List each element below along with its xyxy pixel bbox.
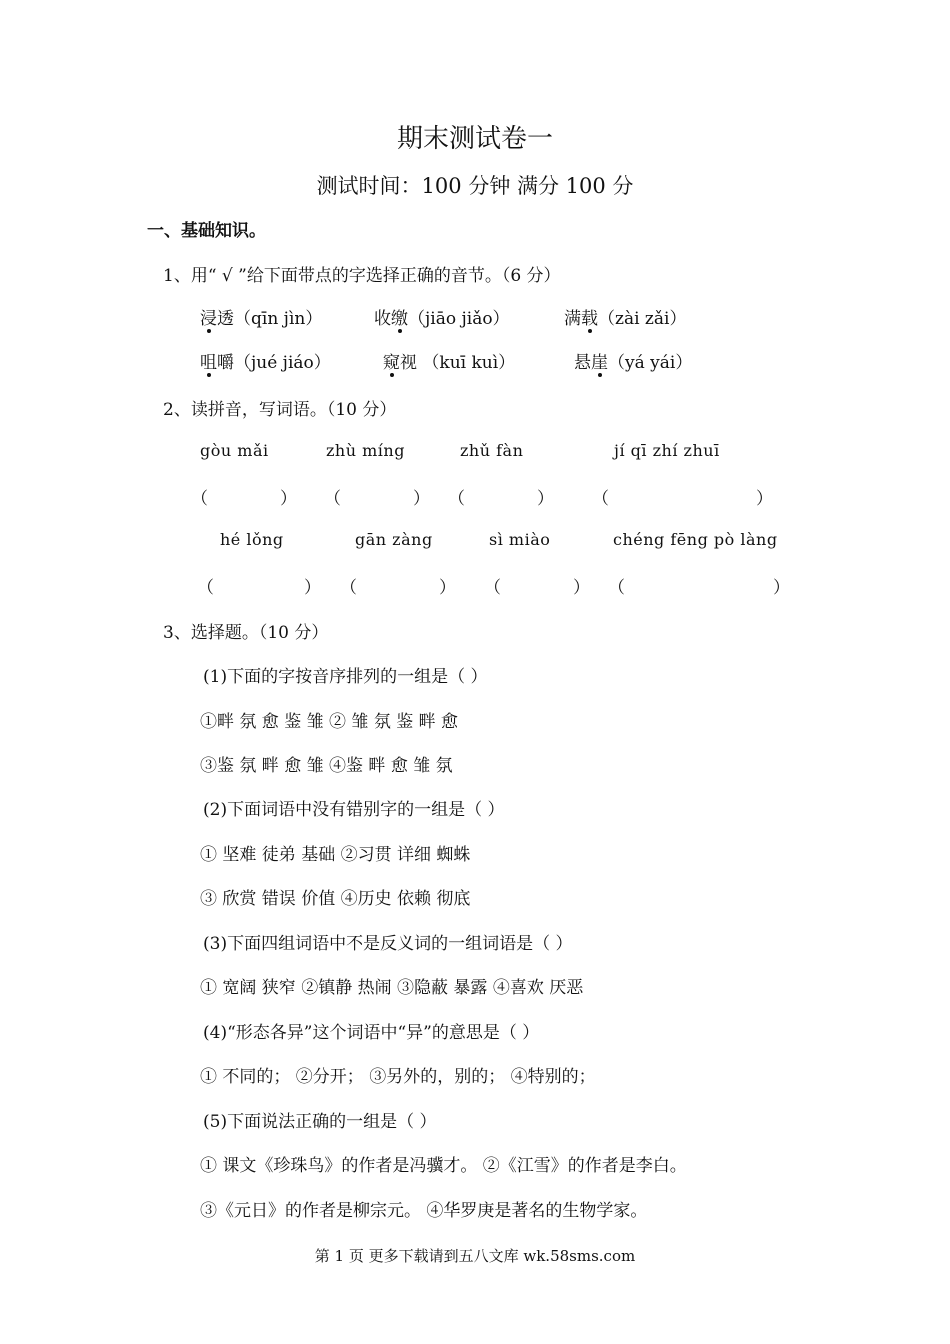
- answer-blank-close: ）: [756, 489, 773, 509]
- answer-blank-close: ）: [773, 578, 790, 598]
- q1-item: 收缴（jiāo jiǎo）: [374, 309, 510, 329]
- page-footer: 第 1 页 更多下载请到五八文库 wk.58sms.com: [314, 1247, 636, 1265]
- answer-blank-close: ）: [439, 578, 456, 598]
- question-text: (2)下面词语中没有错别字的一组是（ ）: [203, 800, 505, 820]
- pinyin-label: sì miào: [489, 530, 551, 549]
- question-text: (3)下面四组词语中不是反义词的一组词语是（ ）: [203, 934, 573, 954]
- choice-line: ③ 欣赏 错误 价值 ④历史 依赖 彻底: [200, 889, 471, 909]
- dotted-character: 缴: [391, 309, 408, 329]
- q1-item: 窥视 （kuī kuì）: [383, 353, 516, 373]
- dotted-character: 浸: [200, 309, 217, 329]
- choice-line: ①畔 氛 愈 鉴 雏 ② 雏 氛 鉴 畔 愈: [200, 712, 459, 732]
- choice-line: ③《元日》的作者是柳宗元。 ④华罗庚是著名的生物学家。: [200, 1201, 648, 1221]
- q1-item: 浸透（qīn jìn）: [200, 309, 323, 329]
- answer-blank-open: （: [324, 489, 341, 509]
- pinyin-label: chéng fēng pò làng: [613, 530, 778, 549]
- question-3-prompt: 3、选择题。（10 分）: [163, 623, 329, 643]
- pinyin-label: zhǔ fàn: [460, 441, 524, 460]
- q1-item: 满载（zài zǎi）: [564, 309, 687, 329]
- answer-blank-open: （: [340, 578, 357, 598]
- page-title: 期末测试卷一: [396, 124, 553, 154]
- choice-line: ① 宽阔 狭窄 ②镇静 热闹 ③隐蔽 暴露 ④喜欢 厌恶: [200, 978, 584, 998]
- pinyin-label: zhù míng: [326, 441, 405, 460]
- question-2-prompt: 2、读拼音，写词语。（10 分）: [163, 400, 397, 420]
- choice-line: ① 不同的； ②分开； ③另外的，别的； ④特别的；: [200, 1067, 596, 1087]
- answer-blank-open: （: [191, 489, 208, 509]
- section-heading: 一、基础知识。: [147, 221, 266, 241]
- answer-blank-open: （: [592, 489, 609, 509]
- choice-line: ① 坚难 徒弟 基础 ②习贯 详细 蜘蛛: [200, 845, 471, 865]
- q1-item: 悬崖（yá yái）: [574, 353, 693, 373]
- answer-blank-close: ）: [537, 489, 554, 509]
- choice-line: ① 课文《珍珠鸟》的作者是冯骥才。 ②《江雪》的作者是李白。: [200, 1156, 687, 1176]
- dotted-character: 咀: [200, 353, 217, 373]
- answer-blank-close: ）: [413, 489, 430, 509]
- answer-blank-open: （: [448, 489, 465, 509]
- answer-blank-close: ）: [304, 578, 321, 598]
- dotted-character: 窥: [383, 353, 400, 373]
- pinyin-label: gān zàng: [355, 530, 433, 549]
- answer-blank-open: （: [608, 578, 625, 598]
- choice-line: ③鉴 氛 畔 愈 雏 ④鉴 畔 愈 雏 氛: [200, 756, 453, 776]
- question-text: (1)下面的字按音序排列的一组是（ ）: [203, 667, 488, 687]
- answer-blank-open: （: [484, 578, 501, 598]
- question-1-prompt: 1、用“ √ ”给下面带点的字选择正确的音节。（6 分）: [163, 266, 561, 286]
- answer-blank-open: （: [197, 578, 214, 598]
- pinyin-label: hé lǒng: [220, 530, 284, 549]
- q1-item: 咀嚼（jué jiáo）: [200, 353, 331, 373]
- dotted-character: 载: [581, 309, 598, 329]
- question-text: (5)下面说法正确的一组是（ ）: [203, 1112, 437, 1132]
- question-text: (4)“形态各异”这个词语中“异”的意思是（ ）: [203, 1023, 540, 1043]
- page-subtitle: 测试时间：100 分钟 满分 100 分: [316, 174, 634, 198]
- pinyin-label: gòu mǎi: [200, 441, 269, 460]
- dotted-character: 崖: [591, 353, 608, 373]
- answer-blank-close: ）: [280, 489, 297, 509]
- answer-blank-close: ）: [573, 578, 590, 598]
- pinyin-label: jí qī zhí zhuī: [614, 441, 720, 460]
